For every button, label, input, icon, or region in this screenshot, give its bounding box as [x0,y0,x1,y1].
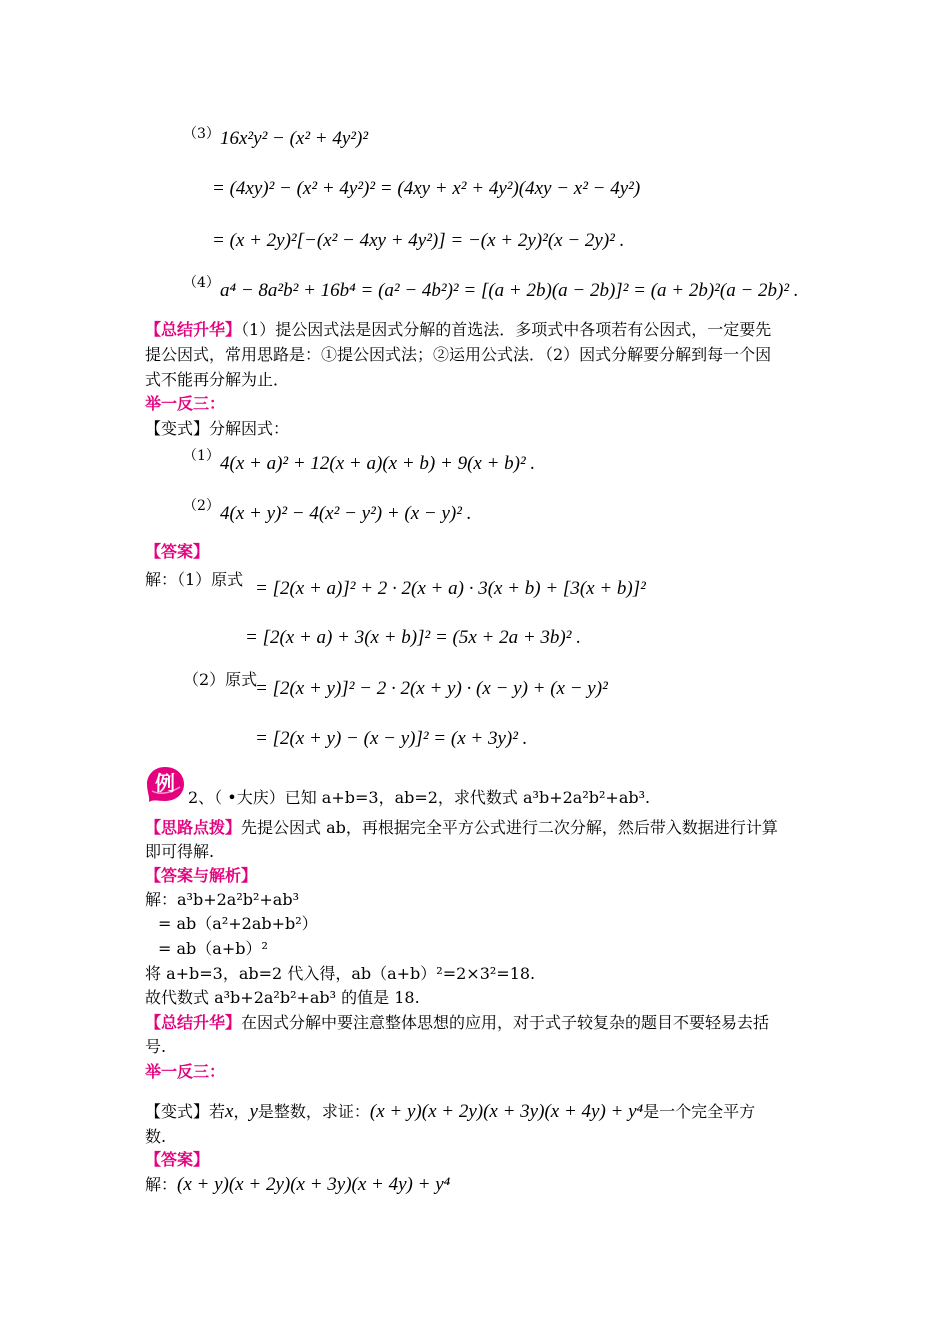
part3-line2: = (4xy)² − (x² + 4y²)² = (4xy + x² + 4y²)(4xy − x² − 4y²) [212,178,641,199]
hint-tag: 【思路点拨】 [145,818,242,837]
solution-step-1: 解：a³b+2a²b²+ab³ [145,890,299,909]
solution-1-prefix: 解：（1）原式 [145,570,244,589]
solution-step-3: = ab（a+b）² [158,939,268,958]
variant-2-x: x [225,1101,234,1122]
variant-2-expr: (x + y)(x + 2y)(x + 3y)(x + 4y) + y⁴ [369,1101,644,1122]
solution-step-2: = ab（a²+2ab+b²） [158,914,318,933]
part3-label: （3） [183,126,220,142]
summary-2-line2: 号. [145,1037,167,1056]
example-badge-icon [144,765,186,803]
practice-2-heading: 举一反三： [145,1062,226,1081]
summary-2-tag: 【总结升华】 [145,1013,242,1032]
solution-step-5: 故代数式 a³b+2a²b²+ab³ 的值是 18. [145,988,420,1007]
variant-2-mid: 是整数，求证： [257,1102,370,1121]
variant-2-tag: 【变式】若 [145,1102,226,1121]
variant-q1-label: （1） [183,448,220,464]
variant-2-end: 是一个完全平方 [643,1102,756,1121]
variant-2 [145,1101,755,1123]
summary-1-line2: 提公因式，常用思路是：①提公因式法；②运用公式法．（2）因式分解要分解到每一个因 [145,345,772,364]
hint [145,818,778,838]
solution-1-line1: = [2(x + a)]² + 2 · 2(x + a) · 3(x + b) + [3(x + b)]² [255,578,646,599]
answer-2-prefix: 解： [145,1175,178,1194]
summary-1-line3: 式不能再分解为止． [145,370,290,389]
summary-2 [145,1013,769,1033]
solution-2-line2: = [2(x + y) − (x − y)]² = (x + 3y)² . [255,728,528,749]
variant-2-y: y [249,1101,258,1122]
answer-2-solution [145,1174,450,1196]
summary-text: （1）提公因式法是因式分解的首选法．多项式中各项若有公因式，一定要先 [241,320,772,339]
analysis-tag: 【答案与解析】 [145,866,258,885]
solution-step-4: 将 a+b=3，ab=2 代入得，ab（a+b）²=2×3²=18. [145,964,536,983]
variant-2-line2: 数. [145,1127,167,1146]
variant-2-sep: ， [233,1102,250,1121]
part4-label: （4） [183,275,220,291]
solution-1-line2: = [2(x + a) + 3(x + b)]² = (5x + 2a + 3b)² . [245,627,581,648]
example-2-problem: 2、（ •大庆）已知 a+b=3，ab=2，求代数式 a³b+2a²b²+ab³. [188,788,651,807]
variant-q2-expr: 4(x + y)² − 4(x² − y²) + (x − y)² . [220,503,472,524]
answer-2-expr: (x + y)(x + 2y)(x + 3y)(x + 4y) + y⁴ [177,1174,451,1195]
part3-line3: = (x + 2y)²[−(x² − 4xy + 4y²)] = −(x + 2y)²(x − 2y)² . [212,230,625,251]
variant-q1-expr: 4(x + a)² + 12(x + a)(x + b) + 9(x + b)² . [220,453,536,474]
summary-tag: 【总结升华】 [145,320,242,339]
answer-2-tag: 【答案】 [145,1150,210,1169]
example-badge-text: 例 [155,771,175,795]
hint-line2: 即可得解. [145,842,215,861]
practice-heading: 举一反三： [145,394,226,413]
variant-q2-label: （2） [183,498,220,514]
part4-line1: a⁴ − 8a²b² + 16b⁴ = (a² − 4b²)² = [(a + 2b)(a − 2b)]² = (a + 2b)²(a − 2b)² . [220,280,799,301]
solution-2-prefix: （2）原式 [183,670,258,689]
summary-2-text: 在因式分解中要注意整体思想的应用，对于式子较复杂的题目不要轻易去括 [241,1013,770,1032]
hint-text: 先提公因式 ab，再根据完全平方公式进行二次分解，然后带入数据进行计算 [241,818,778,837]
answer-tag: 【答案】 [145,542,210,561]
solution-2-line1: = [2(x + y)]² − 2 · 2(x + y) · (x − y) + (x − y)² [255,678,608,699]
part3-line1: 16x²y² − (x² + 4y²)² [220,128,369,149]
summary-1 [145,320,771,340]
variant-label: 【变式】分解因式： [145,419,290,438]
